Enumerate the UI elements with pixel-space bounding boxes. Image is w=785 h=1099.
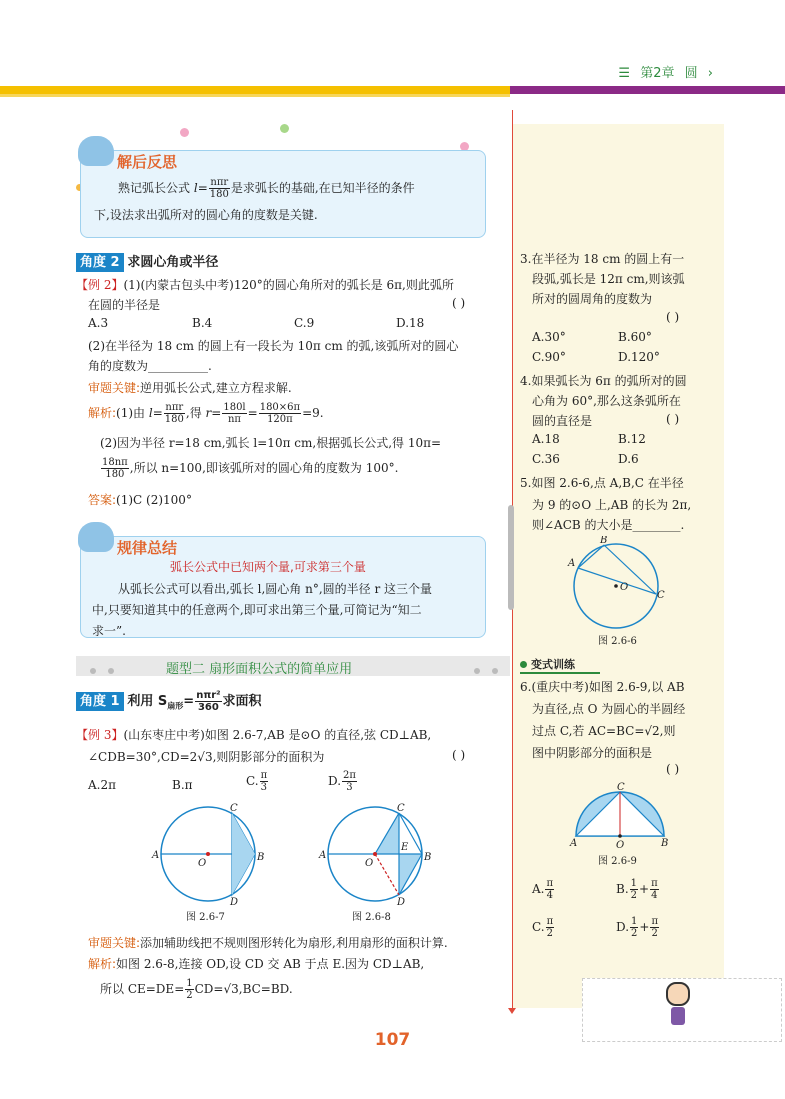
q3-line-2: 段弧,弧长是 12π cm,则该弧 <box>532 272 685 286</box>
ex2-line-2: (2)在半径为 18 cm 的圆上有一段长为 10π cm 的弧,该弧所对的圆心 <box>88 339 459 353</box>
svg-text:C: C <box>230 803 238 814</box>
ex2-paren-1: ( ) <box>452 296 466 310</box>
section-2-title: 题型二 扇形面积公式的简单应用 <box>166 662 353 677</box>
svg-text:O: O <box>616 840 625 850</box>
topic-label: 圆 <box>684 66 698 81</box>
ex2-line-2b: 角的度数为__________. <box>88 359 212 373</box>
figure-2-6-8-caption: 图 2.6-8 <box>352 912 391 923</box>
q4-opt-d: D.6 <box>618 452 639 466</box>
header-stripe-yellow-thin <box>0 94 510 97</box>
q4-opt-a: A.18 <box>532 432 560 446</box>
q3-line-3: 所对的圆周角的度数为 <box>532 292 653 306</box>
q3-line-1: 3.在半径为 18 cm 的圆上有一 <box>520 252 685 266</box>
header-stripe-purple <box>510 86 785 94</box>
svg-text:C: C <box>617 782 625 793</box>
q6-opt-b: B. $\frac{1}{2}$ + $\frac{\pi}{4}$ <box>616 878 658 901</box>
ex2-sol-2b: $\frac{18n\pi}{180}$ ,所以 n=100,即该弧所对的圆心角的度数为 100°. <box>102 457 399 480</box>
svg-text:D: D <box>397 897 406 906</box>
summary-line-2: 中,只要知道其中的任意两个,即可求出第三个量,可简记为“知二 <box>92 603 422 617</box>
svg-text:O: O <box>620 582 629 593</box>
ex2-sol-1: 解析:(1)由 l= $\frac{\text{nπr}}{180}$ ,得 r= $\frac{180l}{n\pi}$ = $\frac{180\times 6\pi}{120\pi}$ =9. <box>88 402 324 425</box>
figure-2-6-6-caption: 图 2.6-6 <box>598 636 637 647</box>
q4-paren: ( ) <box>666 412 680 426</box>
figure-2-6-6 <box>566 536 666 630</box>
summary-title: 规律总结 <box>117 539 178 557</box>
svg-text:C: C <box>657 590 665 601</box>
ex2-opt-a: A.3 <box>88 316 109 330</box>
drill-label: 变式训练 <box>520 656 600 674</box>
q4-line-3: 圆的直径是 <box>532 414 593 428</box>
ex3-line-2: ∠CDB=30°,CD=2√3,则阴影部分的面积为 <box>88 750 325 764</box>
chapter-label: 第2章 <box>640 66 675 81</box>
svg-text:B: B <box>424 852 432 863</box>
svg-text:A: A <box>319 850 327 861</box>
summary-line-1: 从弧长公式可以看出,弧长 l,圆心角 n°,圆的半径 r 这三个量 <box>118 582 433 596</box>
figure-2-6-9-caption: 图 2.6-9 <box>598 856 637 867</box>
figure-2-6-7 <box>148 802 272 906</box>
summary-subtitle: 弧长公式中已知两个量,可求第三个量 <box>170 560 366 574</box>
q6-opt-a: A. $\frac{\pi}{4}$ <box>532 878 554 901</box>
svg-text:A: A <box>152 850 160 861</box>
svg-text:B: B <box>661 838 669 849</box>
ex3-key: 审题关键:添加辅助线把不规则图形转化为扇形,利用扇形的面积计算. <box>88 936 448 950</box>
summary-line-3: 求一”. <box>92 624 126 638</box>
svg-text:E: E <box>401 842 409 853</box>
ex2-line-1b: 在圆的半径是 <box>88 298 161 312</box>
ex3-sol-1: 解析:如图 2.6-8,连接 OD,设 CD 交 AB 于点 E.因为 CD⊥AB, <box>88 957 425 971</box>
q6-line-3: 过点 C,若 AC=BC=√2,则 <box>532 724 676 738</box>
svg-text:A: A <box>570 838 578 849</box>
q6-line-4: 图中阴影部分的面积是 <box>532 746 653 760</box>
svg-text:C: C <box>397 803 405 814</box>
mascot-elephant-icon <box>78 136 114 166</box>
svg-text:O: O <box>198 858 207 869</box>
q6-paren: ( ) <box>666 762 680 776</box>
q4-opt-b: B.12 <box>618 432 646 446</box>
ex3-paren: ( ) <box>452 748 466 762</box>
q6-opt-c: C. $\frac{\pi}{2}$ <box>532 916 554 939</box>
q3-opt-c: C.90° <box>532 350 566 364</box>
q3-opt-d: D.120° <box>618 350 660 364</box>
q3-opt-a: A.30° <box>532 330 566 344</box>
reflection-title: 解后反思 <box>117 153 178 171</box>
q5-line-3: 则∠ACB 的大小是________. <box>532 518 685 532</box>
reflection-line-2: 下,设法求出弧所对的圆心角的度数是关键. <box>94 208 318 222</box>
q5-line-1: 5.如图 2.6-6,点 A,B,C 在半径 <box>520 476 684 490</box>
q5-line-2: 为 9 的⊙O 上,AB 的长为 2π, <box>532 498 692 512</box>
section-2-bar <box>76 656 510 676</box>
ex2-opt-c: C.9 <box>294 316 315 330</box>
ex3-opt-d: D. $\frac{2\pi}{3}$ <box>328 770 356 793</box>
down-arrow-icon <box>508 1008 516 1014</box>
figure-2-6-8 <box>315 802 439 906</box>
q4-opt-c: C.36 <box>532 452 560 466</box>
ex2-line-1: 【例 2】(1)(内蒙古包头中考)120°的圆心角所对的弧长是 6π,则此弧所 <box>76 278 454 292</box>
figure-2-6-7-caption: 图 2.6-7 <box>186 912 225 923</box>
ex2-opt-d: D.18 <box>396 316 425 330</box>
ex2-sol-2: (2)因为半径 r=18 cm,弧长 l=10π cm,根据弧长公式,得 10π= <box>100 436 442 450</box>
cartoon-girl-icon <box>666 982 690 1025</box>
q4-line-2: 心角为 60°,那么这条弧所在 <box>532 394 681 408</box>
angle1-heading: 角度 1 利用 $S_{扇形}=$ $\frac{\text{nπr²}}{360}$ 求面积 <box>76 690 262 713</box>
reflection-line-1: 熟记弧长公式 l= $\frac{\text{nπr}}{180}$ 是求弧长的基础,在已知半径的条件 <box>118 177 415 200</box>
q6-line-1: 6.(重庆中考)如图 2.6-9,以 AB <box>520 680 685 694</box>
mascot-elephant-icon-2 <box>78 522 114 552</box>
q3-paren: ( ) <box>666 310 680 324</box>
q6-opt-d: D. $\frac{1}{2}$ + $\frac{\pi}{2}$ <box>616 916 659 939</box>
ex2-key: 审题关键:逆用弧长公式,建立方程求解. <box>88 381 292 395</box>
ex3-line-1: 【例 3】(山东枣庄中考)如图 2.6-7,AB 是⊙O 的直径,弦 CD⊥AB, <box>76 728 432 742</box>
page-number: 107 <box>374 1030 411 1050</box>
q4-line-1: 4.如果弧长为 6π 的弧所对的圆 <box>520 374 687 388</box>
chapter-nav[interactable] <box>612 62 713 81</box>
svg-text:D: D <box>230 897 239 906</box>
ex3-opt-c: C. $\frac{\pi}{3}$ <box>246 770 268 793</box>
header-stripe-yellow <box>0 86 510 94</box>
scrollbar-thumb[interactable] <box>508 505 514 610</box>
ex2-opt-b: B.4 <box>192 316 213 330</box>
q3-opt-b: B.60° <box>618 330 652 344</box>
svg-text:A: A <box>568 558 576 569</box>
figure-2-6-9 <box>568 780 672 850</box>
ex3-opt-a: A.2π <box>88 778 117 792</box>
svg-text:B: B <box>257 852 265 863</box>
svg-text:B: B <box>600 536 608 546</box>
svg-text:O: O <box>365 858 374 869</box>
ex2-answer: 答案:(1)C (2)100° <box>88 493 192 507</box>
ex3-opt-b: B.π <box>172 778 193 792</box>
chevron-right-icon: › <box>707 66 713 81</box>
q6-line-2: 为直径,点 O 为圆心的半圆经 <box>532 702 686 716</box>
ex3-sol-2: 所以 CE=DE= $\frac{1}{2}$ CD=√3,BC=BD. <box>100 978 293 1001</box>
angle2-heading: 角度 2 求圆心角或半径 <box>76 251 218 270</box>
menu-icon: ☰ <box>618 66 631 81</box>
